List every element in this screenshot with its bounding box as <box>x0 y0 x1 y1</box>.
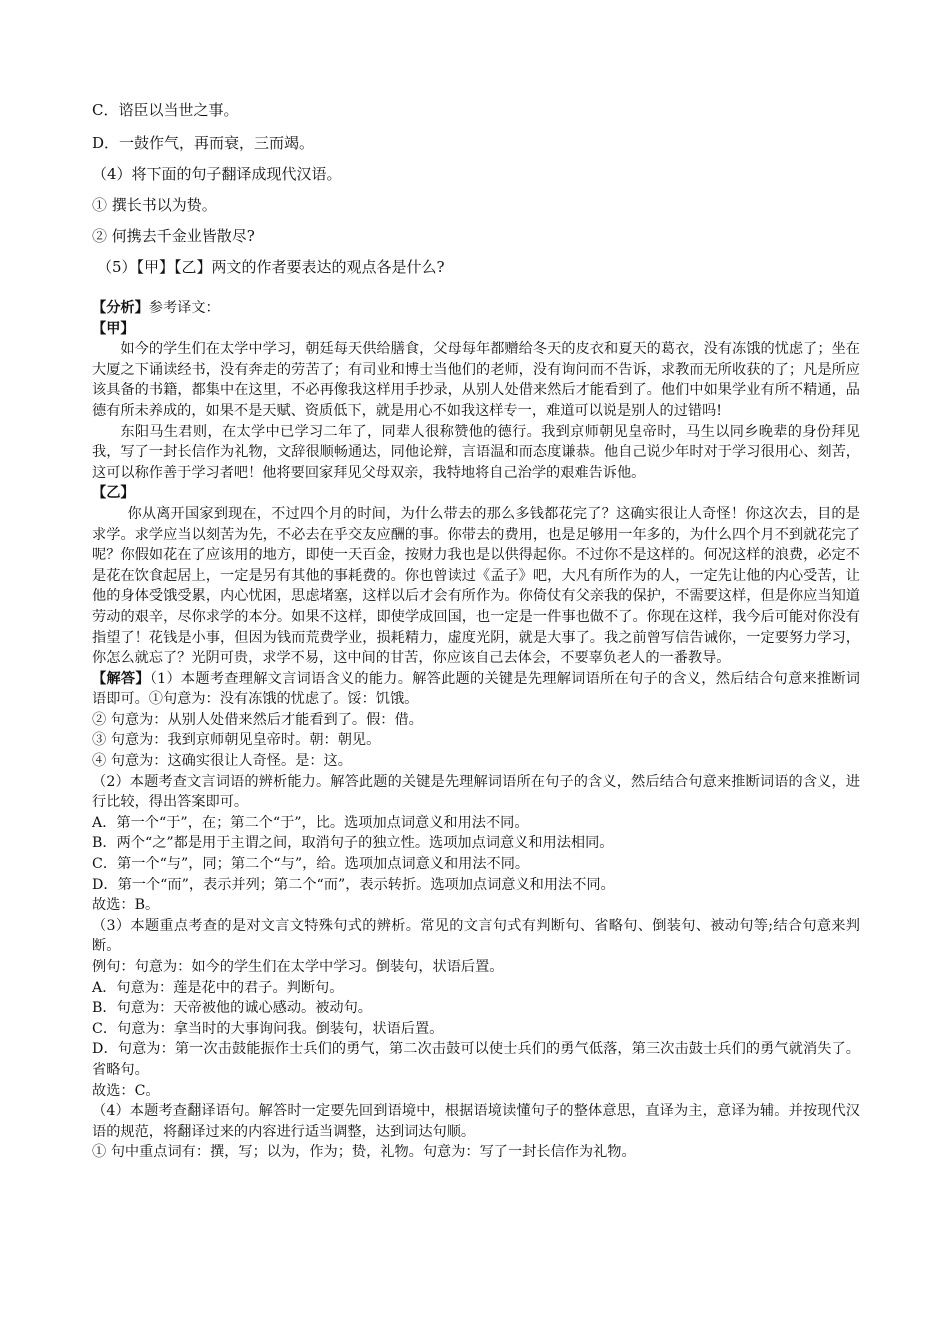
answer-line-1: （1）本题考查理解文言词语含义的能力。解答此题的关键是先理解词语所在句子的含义，然后结合句意来推断词语即可。①句意为：没有冻饿的忧虑了。馁：饥饿。 <box>92 670 860 708</box>
answer-line-8: C．第一个“与”，同；第二个“与”，给。选项加点词意义和用法不同。 <box>92 856 530 873</box>
option-d: D．一鼓作气，再而衰，三而竭。 <box>92 134 315 152</box>
answer-line-17: 故选：C。 <box>92 1082 160 1099</box>
answer-line-16: D．句意为：第一次击鼓能振作士兵们的勇气，第二次击鼓可以使士兵们的勇气低落，第三次击鼓士兵们的勇气就消失了。省略句。 <box>92 1041 860 1078</box>
answer-line-10: 故选：B。 <box>92 897 160 914</box>
answer-line-2: ② 句意为：从别人处借来然后才能看到了。假：借。 <box>92 711 423 728</box>
option-c: C．谘臣以当世之事。 <box>92 101 239 119</box>
answer-line-5: （2）本题考查文言词语的辨析能力。解答此题的关键是先理解词语所在句子的含义，然后结合句意来推断词语的含义，进行比较，得出答案即可。 <box>92 773 860 811</box>
answer-line-4: ④ 句意为：这确实很让人奇怪。是：这。 <box>92 753 352 770</box>
answer-line-7: B．两个“之”都是用于主谓之间，取消句子的独立性。选项加点词意义和用法相同。 <box>92 835 614 852</box>
jia-paragraph-1: 如今的学生们在太学中学习，朝廷每天供给膳食，父母每年都赠给冬天的皮衣和夏天的葛衣，没有冻饿的忧虑了；坐在大厦之下诵读经书，没有奔走的劳苦了；有司业和博士当他们的老师，没有询问而不告诉，求教而无所收获的了；凡是所应该具备的书籍，都集中在这里，不必再像我这样用手抄录，从别人处借来然后才能看到了。他们中如果学业有所不精通，品德有所未养成的，如果不是天赋、资质低下，就是用心不如我这样专一，难道可以说是别人的过错吗! <box>92 341 860 419</box>
question-5: （5）【甲】【乙】两文的作者要表达的观点各是什么? <box>97 258 445 276</box>
analysis-label: 【分析】 <box>92 300 149 316</box>
sentence-2: ② 何携去千金业皆散尽? <box>92 227 255 245</box>
answer-line-11: （3）本题重点考查的是对文言文特殊句式的辨析。常见的文言句式有判断句、省略句、倒装句、被动句等;结合句意来判断。 <box>92 917 860 955</box>
answer-label: 【解答】 <box>92 670 150 687</box>
analysis-section <box>92 298 860 1163</box>
answer-line-12: 例句：句意为：如今的学生们在太学中学习。倒装句，状语后置。 <box>92 959 504 975</box>
answer-line-15: C．句意为：拿当时的大事询问我。倒装句，状语后置。 <box>92 1020 444 1037</box>
answer-line-14: B．句意为：天帝被他的诚心感动。被动句。 <box>92 1000 372 1017</box>
answer-line-13: A．句意为：莲是花中的君子。判断句。 <box>92 979 344 996</box>
answer-line-9: D．第一个“而”，表示并列；第二个“而”，表示转折。选项加点词意义和用法不同。 <box>92 876 615 893</box>
answer-line-18: （4）本题考查翻译语句。解答时一定要先回到语境中，根据语境读懂句子的整体意思，直译为主，意译为辅。并按现代汉语的规范，将翻译过来的内容进行适当调整，达到词达句顺。 <box>92 1103 860 1140</box>
sentence-1: ① 撰长书以为贽。 <box>92 196 217 214</box>
answer-line-3: ③ 句意为：我到京师朝见皇帝时。朝：朝见。 <box>92 732 381 749</box>
analysis-intro: 参考译文： <box>148 300 220 316</box>
jia-label: 【甲】 <box>92 320 135 337</box>
answer-line-19: ① 句中重点词有：撰，写；以为，作为；贽，礼物。句意为：写了一封长信作为礼物。 <box>92 1144 636 1161</box>
answer-line-6: A．第一个“于”，在；第二个“于”，比。选项加点词意义和用法不同。 <box>92 814 529 831</box>
yi-paragraph-1: 你从离开国家到现在，不过四个月的时间，为什么带去的那么多钱都花完了？这确实很让人奇怪！你这次去，目的是求学。求学应当以刻苦为先，不必去在乎交友应酬的事。你带去的费用，也是足够用一年多的，为什么四个月不到就花完了呢？你假如花在了应该用的地方，即使一天百金，按财力我也是以供得起你。不过你不是这样的。何况这样的浪费，必定不是花在饮食起居上，一定是另有其他的事耗费的。你也曾读过《孟子》吧，大凡有所作为的人，一定先让他的内心受苦，让他的身体受饿受累，内心忧困，思虑堵塞，这样以后才会有所作为。你倚仗有父亲我的保护，不需要这样，但是你应当知道劳动的艰辛，尽你求学的本分。如果不这样，即使学成回国，也一定是一件事也做不了。你现在这样，我今后可能对你没有指望了！花钱是小事，但因为钱而荒费学业，损耗精力，虚度光阴，就是大事了。我之前曾写信告诫你，一定要努力学习，你怎么就忘了？光阴可贵，求学不易，这中间的甘苦，你应该自己去体会，不要辜负老人的一番教导。 <box>92 505 860 667</box>
question-4: （4）将下面的句子翻译成现代汉语。 <box>92 165 342 183</box>
jia-paragraph-2: 东阳马生君则，在太学中已学习二年了，同辈人很称赞他的德行。我到京师朝见皇帝时，马生以同乡晚辈的身份拜见我，写了一封长信作为礼物，文辞很顺畅通达，同他论辩，言语温和而态度谦恭。他自己说少年时对于学习很用心、刻苦，这可以称作善于学习者吧！他将要回家拜见父母双亲，我特地将自己治学的艰难告诉他。 <box>92 423 860 481</box>
yi-label: 【乙】 <box>92 485 135 502</box>
